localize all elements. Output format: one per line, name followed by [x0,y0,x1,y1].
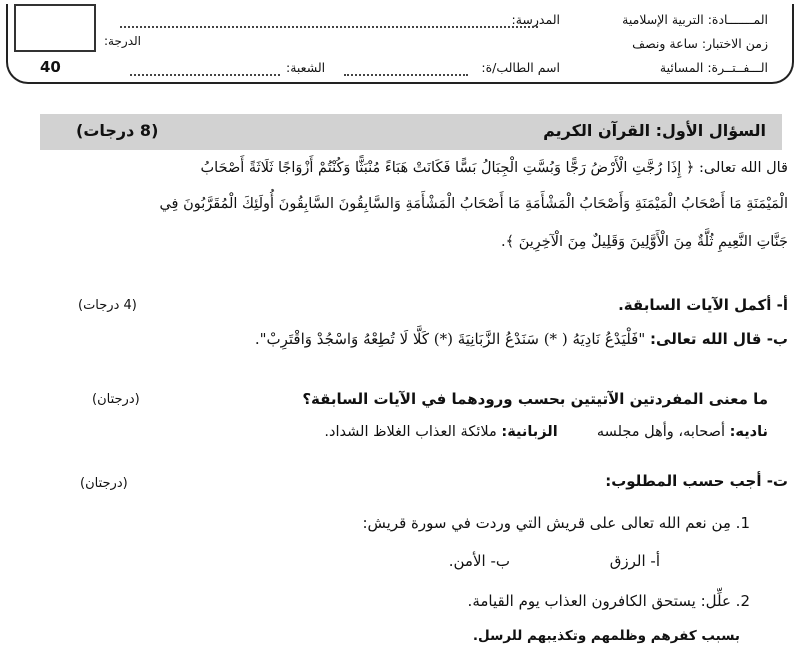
student-name-field[interactable] [344,74,468,76]
word1-meaning: أصحابه، وأهل مجلسه [596,424,726,440]
verse-line-3: جَنَّاتِ النَّعِيمِ ثُلَّةٌ مِنَ الْأَوَّلِينَ وَقَلِيلٌ مِنَ الْآخِرِينَ ﴾. [500,234,788,250]
meaning-answers [324,424,768,440]
question-marks: (8 درجات) [76,121,159,140]
verse-line-2: الْمَيْمَنَةِ مَا أَصْحَابُ الْمَيْمَنَةِ وَأَصْحَابُ الْمَشْأَمَةِ مَا أَصْحَابُ الْمَشْأَمَةِ وَالسَّابِقُونَ السَّابِقُونَ أُولَئِكَ الْمُقَرَّبُونَ فِي [159,196,788,212]
part-c-text: ت- أجب حسب المطلوب: [605,472,788,490]
part-c-item-2: 2. علِّل: يستحق الكافرون العذاب يوم القيامة. [467,592,750,610]
answer-1-a: أ- الرزق [609,552,660,570]
section-field[interactable] [130,74,280,76]
word2-meaning: ملائكة العذاب الغلاظ الشداد. [324,424,497,440]
answer-2: بسبب كفرهم وظلمهم وتكذيبهم للرسل. [472,628,740,644]
part-b-line [255,330,788,348]
part-c-marks: (درجتان) [80,476,128,491]
grade-value: 40 [40,58,61,76]
duration-label: زمن الاختبار: ساعة ونصف [632,36,768,51]
word1-label: ناديه: [729,424,768,440]
grade-box [14,4,96,52]
question-banner [40,114,782,150]
part-b-prefix: ب- قال الله تعالى: [650,330,788,348]
subject-label: المـــــــادة: التربية الإسلامية [622,12,768,27]
meaning-question: ما معنى المفردتين الآتيتين بحسب ورودهما في الآيات السابقة؟ [302,390,768,408]
term-label: الـــفــتــرة: المسائية [659,60,768,75]
part-a-marks: (4 درجات) [78,298,137,313]
word2-label: الزبانية: [501,424,558,440]
student-name-label: اسم الطالب/ة: [481,60,560,75]
part-a-text: أ- أكمل الآيات السابقة. [618,296,788,314]
question-title: السؤال الأول: القرآن الكريم [543,121,766,140]
school-label: المدرسة: [511,12,560,27]
part-c-item-1: 1. مِن نعم الله تعالى على قريش التي وردت في سورة قريش: [362,514,750,532]
part-b-verse: "فَلْيَدْعُ نَادِيَهُ ( *) سَنَدْعُ الزَّبَانِيَةَ (*) كَلَّا لَا تُطِعْهُ وَاسْجُدْ وَاقْتَرِبْ". [254,330,646,348]
verse-line-1: قال الله تعالى: ﴿ إِذَا رُجَّتِ الْأَرْضُ رَجًّا وَبُسَّتِ الْجِبَالُ بَسًّا فَكَانَتْ هَبَاءً مُنْبَثًّا وَكُنْتُمْ أَزْوَاجًا ثَلَاثَةً أَصْحَابُ [200,160,788,176]
answer-1-b: ب- الأمن. [448,552,510,570]
meaning-marks: (درجتان) [92,392,140,407]
grade-label: الدرجة: [104,34,141,48]
school-field[interactable] [120,26,538,28]
section-label: الشعبة: [286,60,326,75]
